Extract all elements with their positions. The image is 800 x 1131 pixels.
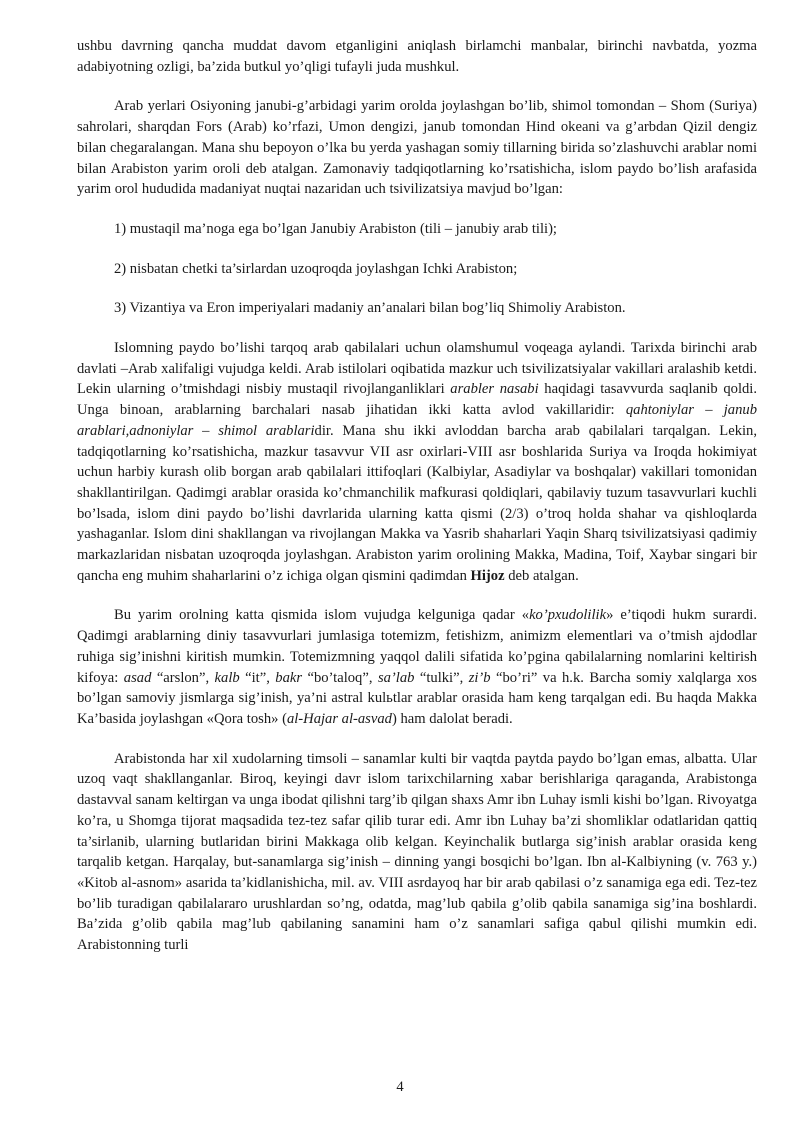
text-run: “arslon”, [151, 669, 215, 686]
text-run: deb atalgan. [504, 567, 579, 584]
list-item-northern-arabia: 3) Vizantiya va Eron imperiyalari madaniy an’analari bilan bog’liq Shimoliy Arabiston. [114, 300, 626, 317]
italic-term-bakr: bakr [275, 669, 303, 686]
paragraph-arabian-geography: Arab yerlari Osiyoning janubi-g’arbidagi yarim orolda joylashgan bo’lib, shimol tomondan – Shom (Suriya) sahrolari, sharqdan Fors (Arab) ko’rfazi, Umon dengizi, janub tomondan Hind okeani va g’arbdan Qizil dengiz bilan chegaralangan. Mana shu bepoyon o’lka bu yerda yashagan somiy tillarning birida so’zlashuvchi arablar nomi bilan Arabiston yarim oroli deb atalgan. Zamonaviy tadqiqotlarning ko’rsatishicha, islom paydo bo’lish arafasida yarim orol hududida madaniyat nuqtai nazaridan uch tsivilizatsiya mavjud bo’lgan: [77, 98, 757, 198]
list-item-southern-arabia: 1) mustaqil ma’noga ega bo’lgan Janubiy Arabiston (tili – janubiy arab tili); [114, 220, 557, 237]
text-run: dir. Mana shu ikki avloddan barcha arab qabilalari tarqalgan. Lekin, tadqiqotlarning ko’rsatishicha, mazkur tasavvur VII asr oxirlari-VIII asr boshlarida Suriya va Iroqda hokimiyat uchun harbiy kurash olib borgan arab qabilalari ittifoqlari (Kalbiylar, Asadiylar va boshqalar) vakillari tomonidan shakllantirilgan. Qadimgi arablar orasida ko’chmanchilik mafkurasi qoldiqlari, qabilaviy tuzum tasavvurlari kuchli bo’lsada, islom dini paydo bo’lishi davrlarida ularning katta qismi (2/3) o’troq holda shahar va qishloqlarda yashaganlar. Islom dini shakllangan va rivojlangan Makka va Yasrib shaharlari Yaqin Sharq tsivilizatsiyasi qadimiy markazlaridan nisbatan uzoqroqda joylashgan. Arabiston yarim orolining Makka, Madina, Toif, Xaybar singari bir qancha eng muhim shaharlarini o’z ichiga olgan qismini qadimdan [77, 422, 757, 584]
italic-term-kalb: kalb [214, 669, 240, 686]
text-run: haqidagi tasavvurda saqlanib qoldi. Unga binoan, arablarning barchalari nasab jihatidan ikki katta avlod vakillaridir: [77, 381, 758, 419]
text-run: “tulki”, [414, 669, 469, 686]
paragraph-polytheism [77, 605, 757, 729]
italic-term-qahtoniylar: qahtoniylar – janub arablari,adnoniylar – shimol arablari [77, 402, 757, 439]
paragraph-continuation: ushbu davrning qancha muddat davom etganligini aniqlash birlamchi manbalar, birinchi navbatda, yozma adabiyotning ozligi, ba’zida butkul yo’qligi tufayli juda mushkul. [77, 38, 757, 75]
text-run: “it”, [239, 669, 276, 686]
italic-term-salab: sa’lab [377, 669, 415, 686]
text-run: Islomning paydo bo’lishi tarqoq arab qabilalari uchun olamshumul voqeaga aylandi. Tarixda birinchi arab davlati –Arab xalifaligi vujudga keldi. Arab istilolari oqibatida mazkur uch tsivilizatsiyalar vakillari aralashib ketdi. Lekin ularning o’tmishdagi nisbiy mustaqil rivojlanganliklari [77, 340, 757, 398]
list-item-inner-arabia: 2) nisbatan chetki ta’sirlardan uzoqroqda joylashgan Ichki Arabiston; [114, 260, 518, 277]
italic-term-kopxudolilik: ko’pxudolilik [529, 607, 607, 624]
text-run: Bu yarim orolning katta qismida islom vujudga kelguniga qadar « [114, 607, 530, 624]
text-run: » e’tiqodi hukm surardi. Qadimgi arablarning diniy tasavvurlari jumlasiga totemizm, fetishizm, animizm elementlari va o’tmish ajdodlar ruhiga sig’inishni kiritish mumkin. Totemizmning yaqqol dalili sifatida ko’pgina qabilalarning nomlarini keltirish kifoya: [77, 607, 757, 686]
bold-term-hijoz: Hijoz [470, 567, 505, 584]
page-number: 4 [396, 1079, 404, 1095]
paragraph-emergence-of-islam [77, 338, 757, 586]
italic-term-zib: zi’b [468, 669, 491, 686]
italic-term-arabler-nasabi: arabler nasabi [450, 381, 539, 398]
text-run: ) ham dalolat beradi. [391, 710, 513, 727]
italic-term-al-hajar-al-asvad: al-Hajar al-asvad [286, 710, 392, 727]
paragraph-idol-cults: Arabistonda har xil xudolarning timsoli – sanamlar kulti bir vaqtda paytda paydo bo’lgan emas, albatta. Ular uzoq vaqt shakllanganlar. Biroq, keyingi davr islom tarixchilarning xabar berishlariga qaraganda, Arabistonga dastavval sanam keltirgan va unga ibodat qilishni targ’ib qilgan shaxs Amr ibn Luhay ismli kishi bo’lgan. Rivoyatga ko’ra, u Shomga tijorat maqsadida tez-tez safar qilib turar edi. Amr ibn Luhay ba’zi shomliklar odatlaridan qattiq ta’sirlanib, ularning butlaridan birini Makkaga olib kelgan. Keyinchalik butlarga sig’inish arablar orasida keng tarqalib ketgan. Harqalay, but-sanamlarga sig’inish – dinning yangi bosqichi bo’lgan. Ibn al-Kalbiyning (v. 763 y.) «Kitob al-asnom» asarida ta’kidlanishicha, mil. av. VIII asrdayoq har bir arab qabilasi o’z sanamiga ega edi. Tez-tez bo’lib turadigan qabilalararo urushlardan so’ng, odatda, mag’lub qabila g’olib qabila sanamiga sig’ina boshlardi. Ba’zida g’olib qabila mag’lub qabilaning sanamini ham o’z sanamlari safiga qabul qilishi mumkin edi. Arabistonning turli [77, 750, 757, 954]
text-run: “bo’taloq”, [302, 669, 378, 686]
italic-term-asad: asad [123, 669, 152, 686]
text-run: “bo’ri” va h.k. Barcha somiy xalqlarga xos bo’lgan samoviy jismlarga sig’inish, ya’ni astral kulьtlar arablar orasida ham keng tarqalgan edi. Bu haqda Makka Ka’basida joylashgan «Qora tosh» ( [77, 669, 757, 727]
